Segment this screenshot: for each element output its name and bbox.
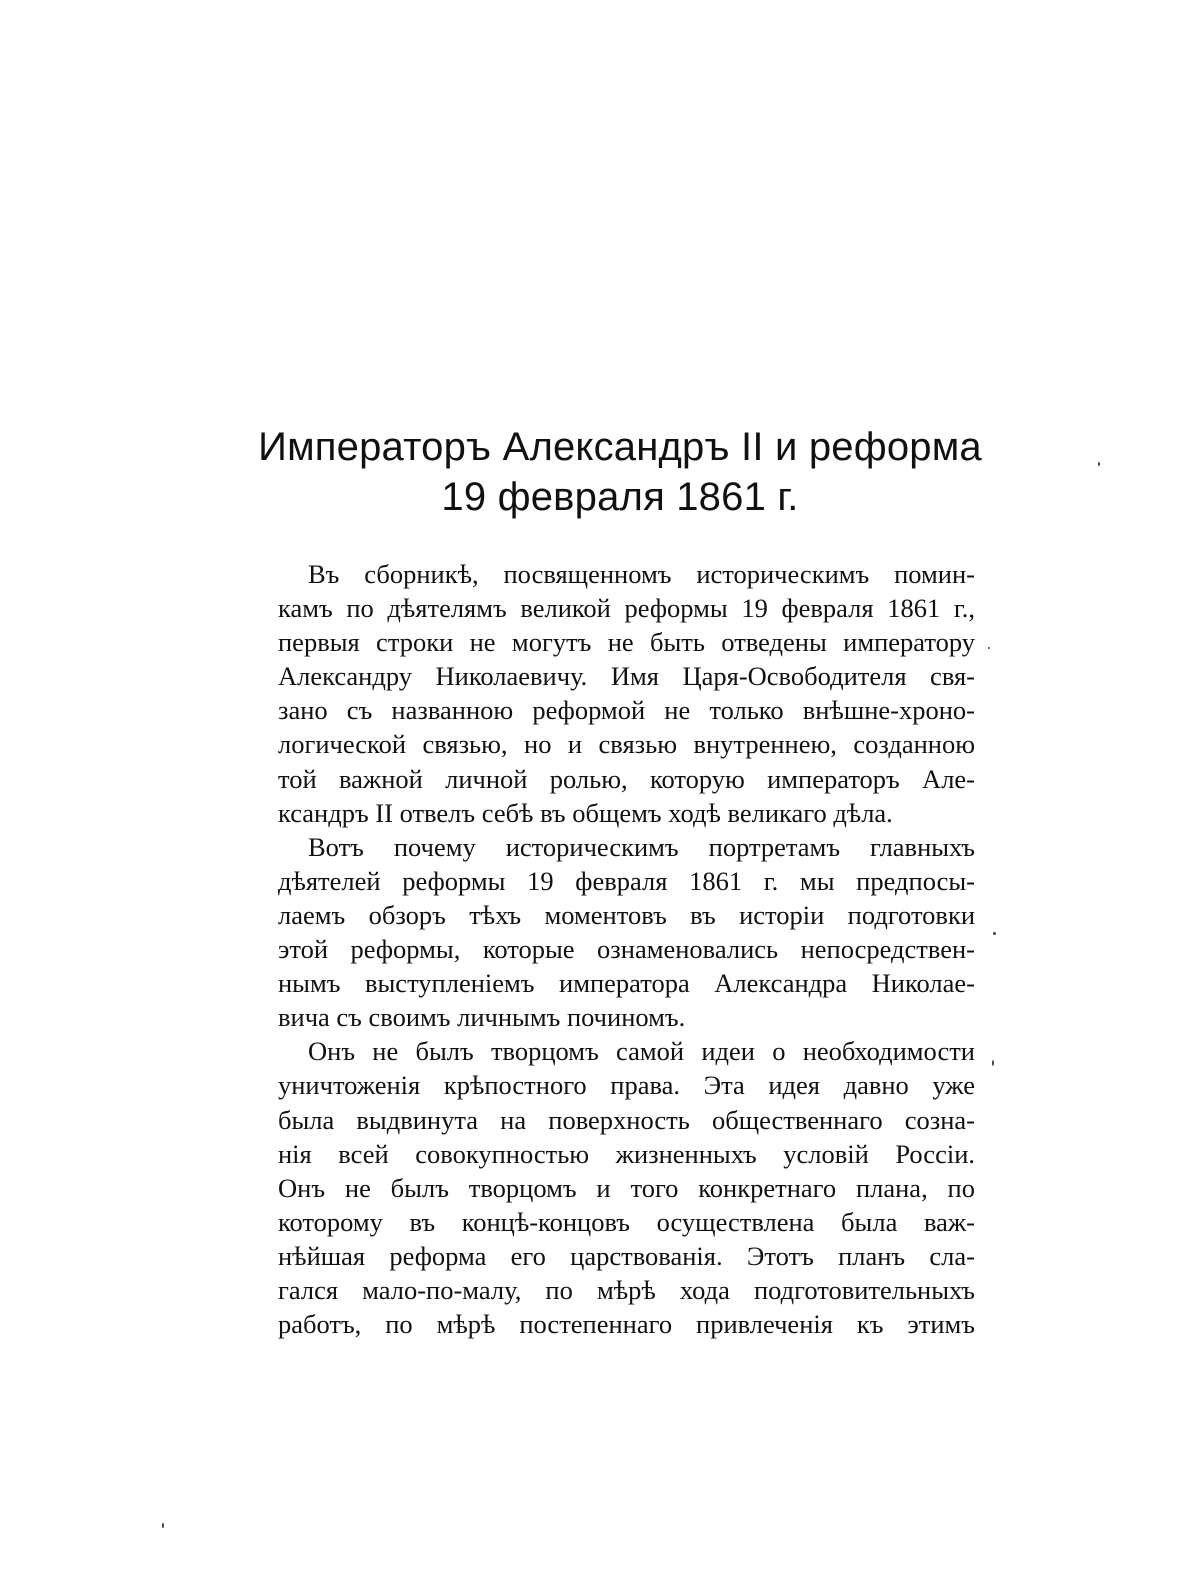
text-line: ксандръ II отвелъ себѣ въ общемъ ходѣ великаго дѣла. — [278, 797, 893, 828]
text-line: была выдвинута на поверхность общественнаго созна- — [278, 1104, 975, 1135]
text-line: Александру Николаевичу. Имя Царя-Освободителя свя- — [278, 661, 975, 692]
text-line: уничтоженія крѣпостного права. Эта идея давно уже — [278, 1070, 975, 1101]
scan-speck — [992, 1060, 994, 1066]
text-line: нымъ выступленіемъ императора Александра Николае- — [278, 968, 975, 999]
text-line: камъ по дѣятелямъ великой реформы 19 февраля 1861 г., — [278, 593, 975, 624]
text-line: первыя строки не могутъ не быть отведены императору — [278, 627, 975, 658]
scan-speck — [988, 647, 990, 649]
text-line: гался мало-по-малу, по мѣрѣ хода подготовительныхъ — [278, 1274, 975, 1305]
text-line: вича съ своимъ личнымъ починомъ. — [278, 1002, 686, 1033]
body-text — [278, 557, 975, 1341]
chapter-title-line-1: Императоръ Александръ II и реформа — [258, 425, 982, 469]
text-line: Въ сборникѣ, посвященномъ историческимъ помин- — [308, 559, 975, 589]
scan-speck — [1098, 462, 1100, 466]
text-line: Онъ не былъ творцомъ и того конкретнаго плана, по — [278, 1172, 975, 1203]
text-line: нѣйшая реформа его царствованія. Этотъ планъ сла- — [278, 1240, 975, 1271]
scan-speck — [162, 1523, 164, 1528]
text-line: этой реформы, которые ознаменовались непосредствен- — [278, 934, 975, 965]
text-line: той важной личной ролью, которую императоръ Але- — [278, 763, 975, 794]
text-line: нія всей совокупностью жизненныхъ условій Россіи. — [278, 1138, 975, 1169]
scan-speck — [993, 932, 996, 935]
chapter-title-line-2: 19 февраля 1861 г. — [441, 475, 799, 519]
text-line: логической связью, но и связью внутреннею, созданною — [278, 729, 975, 760]
text-line: Вотъ почему историческимъ портретамъ главныхъ — [308, 831, 975, 862]
chapter-title — [230, 422, 1010, 522]
text-line: зано съ названною реформой не только внѣшне-хроно- — [278, 695, 975, 726]
text-line: Онъ не былъ творцомъ самой идеи о необходимости — [308, 1036, 975, 1067]
text-line: лаемъ обзоръ тѣхъ моментовъ въ исторіи подготовки — [278, 899, 975, 930]
text-line: дѣятелей реформы 19 февраля 1861 г. мы предпосы- — [278, 865, 975, 896]
text-line: работъ, по мѣрѣ постепеннаго привлеченія къ этимъ — [278, 1309, 975, 1340]
text-line: которому въ концѣ-концовъ осуществлена была важ- — [278, 1206, 975, 1237]
